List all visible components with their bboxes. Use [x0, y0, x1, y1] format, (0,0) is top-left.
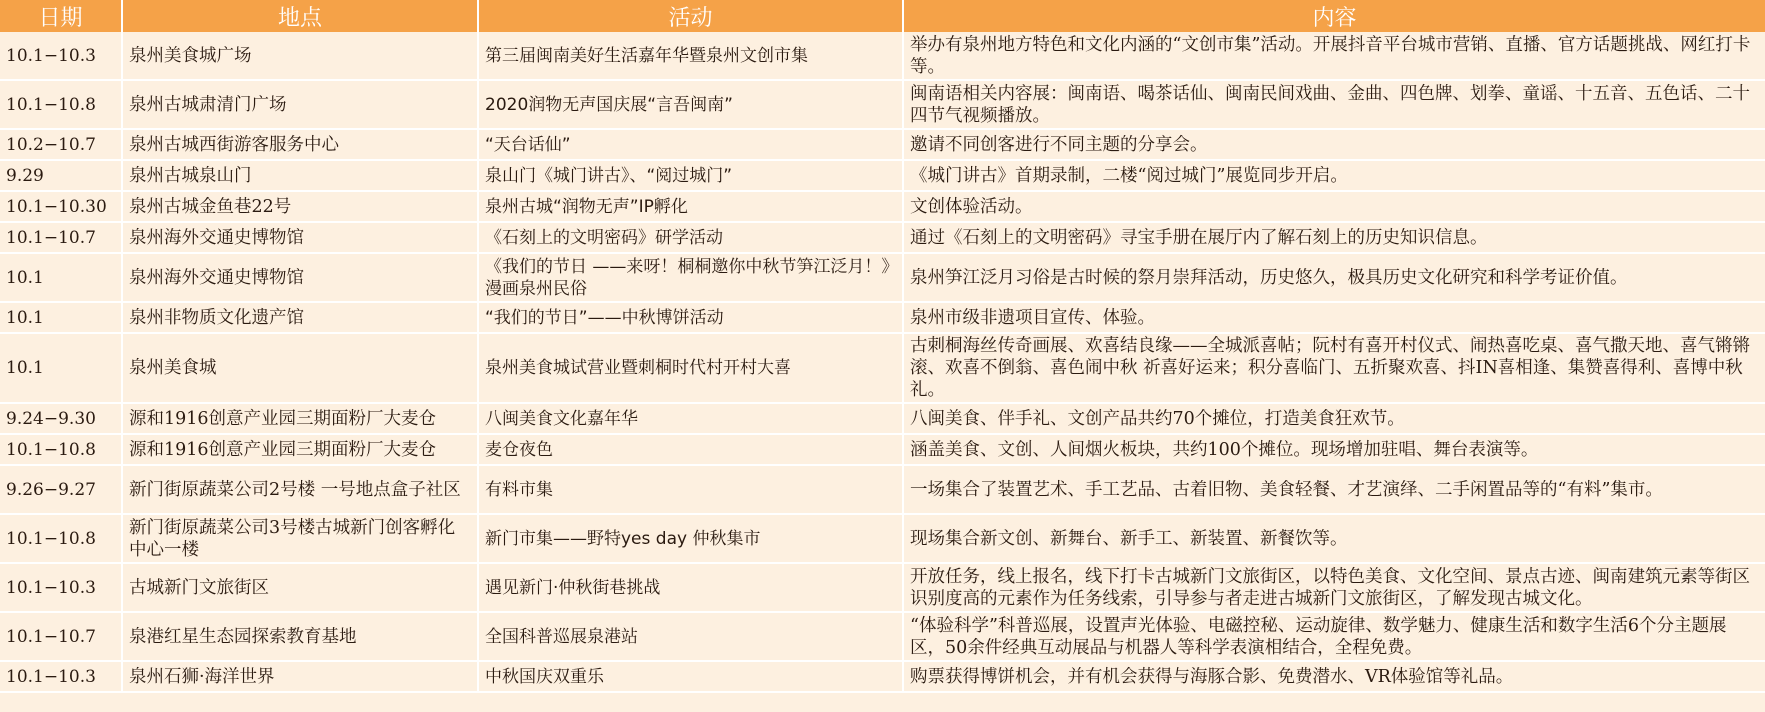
table-row	[0, 612, 1765, 661]
place-cell: 泉州古城西街游客服务中心	[122, 129, 478, 160]
activity-cell: 麦仓夜色	[478, 434, 903, 465]
place-cell: 泉州美食城广场	[122, 32, 478, 80]
place-cell: 古城新门文旅街区	[122, 563, 478, 612]
content-cell: 闽南语相关内容展：闽南语、喝茶话仙、闽南民间戏曲、金曲、四色牌、划拳、童谣、十五音、五色话、二十四节气视频播放。	[903, 80, 1765, 129]
header-date: 日期	[0, 0, 122, 32]
activity-cell: 全国科普巡展泉港站	[478, 612, 903, 661]
date-cell: 9.26−9.27	[0, 465, 122, 514]
table-row	[0, 253, 1765, 302]
table-row	[0, 434, 1765, 465]
place-cell: 泉州石狮·海洋世界	[122, 661, 478, 692]
activity-cell: 新门市集——野特yes day 仲秋集市	[478, 514, 903, 563]
activity-cell: 《我们的节日 ——来呀！桐桐邀你中秋节笋江泛月！》漫画泉州民俗	[478, 253, 903, 302]
place-cell: 源和1916创意产业园三期面粉厂大麦仓	[122, 434, 478, 465]
activity-cell: 中秋国庆双重乐	[478, 661, 903, 692]
table-row	[0, 333, 1765, 403]
table-row	[0, 129, 1765, 160]
activity-cell: 泉州古城“润物无声”IP孵化	[478, 191, 903, 222]
date-cell: 9.24−9.30	[0, 403, 122, 434]
date-cell: 10.1−10.3	[0, 661, 122, 692]
table-row	[0, 302, 1765, 333]
date-cell: 10.1	[0, 333, 122, 403]
table-row	[0, 160, 1765, 191]
activity-cell: 有料市集	[478, 465, 903, 514]
header-activity: 活动	[478, 0, 903, 32]
header-content: 内容	[903, 0, 1765, 32]
date-cell: 10.2−10.7	[0, 129, 122, 160]
place-cell: 泉州古城金鱼巷22号	[122, 191, 478, 222]
content-cell: 古刺桐海丝传奇画展、欢喜结良缘——全城派喜帖；阮村有喜开村仪式、闹热喜吃桌、喜气撒天地、喜气锵锵滚、欢喜不倒翁、喜色闹中秋 祈喜好运来；积分喜临门、五折聚欢喜、抖IN喜相逢、集赞喜得利、喜博中秋礼。	[903, 333, 1765, 403]
date-cell: 10.1−10.3	[0, 563, 122, 612]
content-cell: 《城门讲古》首期录制，二楼“阅过城门”展览同步开启。	[903, 160, 1765, 191]
content-cell: 涵盖美食、文创、人间烟火板块，共约100个摊位。现场增加驻唱、舞台表演等。	[903, 434, 1765, 465]
header-row	[0, 0, 1765, 32]
content-cell: “体验科学”科普巡展，设置声光体验、电磁控秘、运动旋律、数学魅力、健康生活和数字生活6个分主题展区，50余件经典互动展品与机器人等科学表演相结合，全程免费。	[903, 612, 1765, 661]
place-cell: 源和1916创意产业园三期面粉厂大麦仓	[122, 403, 478, 434]
activity-cell: “我们的节日”——中秋博饼活动	[478, 302, 903, 333]
date-cell: 10.1−10.7	[0, 612, 122, 661]
content-cell: 现场集合新文创、新舞台、新手工、新装置、新餐饮等。	[903, 514, 1765, 563]
table-row	[0, 80, 1765, 129]
place-cell: 泉州古城肃清门广场	[122, 80, 478, 129]
content-cell: 文创体验活动。	[903, 191, 1765, 222]
content-cell: 泉州笋江泛月习俗是古时候的祭月崇拜活动，历史悠久，极具历史文化研究和科学考证价值。	[903, 253, 1765, 302]
place-cell: 泉州古城泉山门	[122, 160, 478, 191]
content-cell: 泉州市级非遗项目宣传、体验。	[903, 302, 1765, 333]
place-cell: 泉州海外交通史博物馆	[122, 253, 478, 302]
date-cell: 10.1−10.8	[0, 514, 122, 563]
content-cell: 一场集合了装置艺术、手工艺品、古着旧物、美食轻餐、才艺演绎、二手闲置品等的“有料”集市。	[903, 465, 1765, 514]
content-cell: 开放任务，线上报名，线下打卡古城新门文旅街区，以特色美食、文化空间、景点古迹、闽南建筑元素等街区识别度高的元素作为任务线索，引导参与者走进古城新门文旅街区，了解发现古城文化。	[903, 563, 1765, 612]
activity-cell: 《石刻上的文明密码》研学活动	[478, 222, 903, 253]
date-cell: 10.1−10.8	[0, 80, 122, 129]
date-cell: 10.1−10.30	[0, 191, 122, 222]
table-row	[0, 222, 1765, 253]
date-cell: 10.1−10.3	[0, 32, 122, 80]
place-cell: 泉州海外交通史博物馆	[122, 222, 478, 253]
content-cell: 购票获得博饼机会，并有机会获得与海豚合影、免费潜水、VR体验馆等礼品。	[903, 661, 1765, 692]
table-row	[0, 563, 1765, 612]
content-cell: 邀请不同创客进行不同主题的分享会。	[903, 129, 1765, 160]
table-row	[0, 403, 1765, 434]
date-cell: 10.1	[0, 302, 122, 333]
header-place: 地点	[122, 0, 478, 32]
activity-cell: 2020润物无声国庆展“言吾闽南”	[478, 80, 903, 129]
date-cell: 10.1−10.8	[0, 434, 122, 465]
activity-cell: “天台话仙”	[478, 129, 903, 160]
activity-cell: 泉山门《城门讲古》、“阅过城门”	[478, 160, 903, 191]
table-row	[0, 191, 1765, 222]
content-cell: 举办有泉州地方特色和文化内涵的“文创市集”活动。开展抖音平台城市营销、直播、官方话题挑战、网红打卡等。	[903, 32, 1765, 80]
date-cell: 9.29	[0, 160, 122, 191]
date-cell: 10.1	[0, 253, 122, 302]
table-row	[0, 32, 1765, 80]
place-cell: 泉州非物质文化遗产馆	[122, 302, 478, 333]
content-cell: 八闽美食、伴手礼、文创产品共约70个摊位，打造美食狂欢节。	[903, 403, 1765, 434]
content-cell: 通过《石刻上的文明密码》寻宝手册在展厅内了解石刻上的历史知识信息。	[903, 222, 1765, 253]
table-row	[0, 661, 1765, 692]
table-row	[0, 514, 1765, 563]
table-row	[0, 465, 1765, 514]
activity-cell: 八闽美食文化嘉年华	[478, 403, 903, 434]
place-cell: 泉港红星生态园探索教育基地	[122, 612, 478, 661]
activity-cell: 第三届闽南美好生活嘉年华暨泉州文创市集	[478, 32, 903, 80]
place-cell: 泉州美食城	[122, 333, 478, 403]
activity-cell: 泉州美食城试营业暨刺桐时代村开村大喜	[478, 333, 903, 403]
date-cell: 10.1−10.7	[0, 222, 122, 253]
place-cell: 新门街原蔬菜公司2号楼 一号地点盒子社区	[122, 465, 478, 514]
activity-cell: 遇见新门·仲秋街巷挑战	[478, 563, 903, 612]
place-cell: 新门街原蔬菜公司3号楼古城新门创客孵化中心一楼	[122, 514, 478, 563]
